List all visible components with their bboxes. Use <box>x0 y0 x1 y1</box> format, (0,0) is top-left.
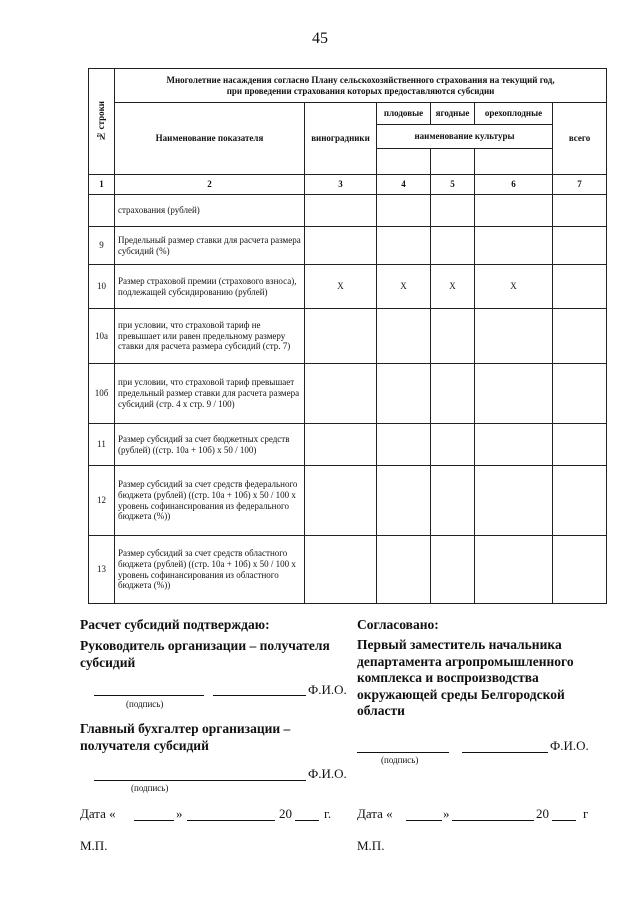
indicator-name: при условии, что страховой тариф не превышает или равен предельному размеру ставки для расчета размера субсидий (стр. 7) <box>115 309 305 364</box>
total-header: всего <box>553 103 607 175</box>
value-cell[interactable] <box>431 364 475 424</box>
column-numbers-row <box>89 175 607 195</box>
table-row <box>89 195 607 227</box>
column-number: 7 <box>553 175 607 195</box>
indicator-name: Размер страховой премии (страхового взноса), подлежащей субсидированию (рублей) <box>115 265 305 309</box>
value-cell[interactable] <box>305 536 377 604</box>
row-number: 13 <box>89 536 115 604</box>
row-number: 9 <box>89 227 115 265</box>
head-title: Руководитель организации – получателя субсидий <box>80 638 330 670</box>
table-row <box>89 227 607 265</box>
row-number: 11 <box>89 424 115 466</box>
left-year-line[interactable] <box>295 820 319 821</box>
left-date-label: Дата « <box>80 806 116 821</box>
head-signature-caption: (подпись) <box>126 699 164 709</box>
value-cell[interactable] <box>475 466 553 536</box>
indicator-name: Размер субсидий за счет средств областного бюджета (рублей) ((стр. 10а + 10б) х 50 / 100 х уровень софинансирования из областного бюджета (%)) <box>115 536 305 604</box>
official-fio-line[interactable] <box>462 752 548 753</box>
head-signature-line[interactable] <box>94 695 204 696</box>
indicator-name: Размер субсидий за счет средств федерального бюджета (рублей) ((стр. 10а + 10б) х 50 / 100 х уровень софинансирования из федерального бюджета (%)) <box>115 466 305 536</box>
left-year-prefix: 20 <box>279 806 292 821</box>
value-cell[interactable] <box>553 227 607 265</box>
left-month-line[interactable] <box>187 820 275 821</box>
indicator-name-header: Наименование показателя <box>115 103 305 175</box>
berry-header: ягодные <box>431 103 475 125</box>
column-number: 3 <box>305 175 377 195</box>
left-day-line[interactable] <box>134 820 174 821</box>
value-cell[interactable] <box>475 309 553 364</box>
table-row <box>89 424 607 466</box>
value-cell[interactable] <box>553 364 607 424</box>
value-cell[interactable] <box>475 424 553 466</box>
value-cell[interactable] <box>305 309 377 364</box>
agreed-title: Согласовано: <box>357 617 439 632</box>
table-row <box>89 309 607 364</box>
left-stamp: М.П. <box>80 838 108 853</box>
value-cell[interactable] <box>475 364 553 424</box>
value-cell[interactable] <box>377 227 431 265</box>
accountant-signature-caption: (подпись) <box>131 783 169 793</box>
official-fio-label: Ф.И.О. <box>550 738 589 753</box>
value-cell[interactable] <box>377 466 431 536</box>
culture-name-cell <box>431 149 475 175</box>
head-fio-label: Ф.И.О. <box>308 682 347 697</box>
nut-header: орехоплодные <box>475 103 553 125</box>
table-row <box>89 466 607 536</box>
value-cell[interactable] <box>431 227 475 265</box>
confirm-title: Расчет субсидий подтверждаю: <box>80 617 270 632</box>
indicator-name: при условии, что страховой тариф превышает предельный размер ставки для расчета размера субсидий (стр. 4 х стр. 9 / 100) <box>115 364 305 424</box>
left-date-close: » <box>176 806 183 821</box>
main-header: Многолетние насаждения согласно Плану сельскохозяйственного страхования на текущий год, при проведении страхования которых предоставляются субсидии <box>115 69 607 103</box>
culture-name-cell <box>377 149 431 175</box>
right-year-prefix: 20 <box>536 806 549 821</box>
value-cell[interactable] <box>431 466 475 536</box>
culture-name-header: наименование культуры <box>377 125 553 149</box>
value-cell[interactable] <box>431 195 475 227</box>
head-fio-line[interactable] <box>213 695 306 696</box>
right-stamp: М.П. <box>357 838 385 853</box>
value-cell[interactable] <box>475 227 553 265</box>
row-number: 12 <box>89 466 115 536</box>
accountant-fio-label: Ф.И.О. <box>308 766 347 781</box>
fruit-header: плодовые <box>377 103 431 125</box>
value-cell[interactable] <box>475 536 553 604</box>
value-cell[interactable] <box>377 424 431 466</box>
value-cell[interactable]: Х <box>475 265 553 309</box>
official-signature-line[interactable] <box>357 752 449 753</box>
right-date-label: Дата « <box>357 806 393 821</box>
value-cell[interactable] <box>431 536 475 604</box>
accountant-title: Главный бухгалтер организации – получателя субсидий <box>80 721 291 753</box>
table-row <box>89 364 607 424</box>
value-cell[interactable] <box>305 195 377 227</box>
column-number: 1 <box>89 175 115 195</box>
value-cell[interactable] <box>305 227 377 265</box>
value-cell[interactable] <box>377 309 431 364</box>
column-number: 4 <box>377 175 431 195</box>
row-number: 10а <box>89 309 115 364</box>
value-cell[interactable] <box>553 265 607 309</box>
value-cell[interactable] <box>553 424 607 466</box>
column-number: 5 <box>431 175 475 195</box>
official-signature-caption: (подпись) <box>381 755 419 765</box>
value-cell[interactable] <box>305 424 377 466</box>
value-cell[interactable] <box>553 195 607 227</box>
right-month-line[interactable] <box>452 820 534 821</box>
column-number: 6 <box>475 175 553 195</box>
official-title: Первый заместитель начальника департамента агропромышленного комплекса и воспроизводства окружающей среды Белгородской области <box>357 637 574 718</box>
value-cell[interactable] <box>475 195 553 227</box>
indicator-name: Размер субсидий за счет бюджетных средств (рублей) ((стр. 10а + 10б) х 50 / 100) <box>115 424 305 466</box>
subsidy-calculation-table <box>88 68 607 604</box>
row-number: 10 <box>89 265 115 309</box>
value-cell[interactable] <box>377 195 431 227</box>
column-number: 2 <box>115 175 305 195</box>
value-cell[interactable] <box>553 309 607 364</box>
page-number: 45 <box>312 30 328 47</box>
row-number: 10б <box>89 364 115 424</box>
value-cell[interactable]: Х <box>377 265 431 309</box>
indicator-name: Предельный размер ставки для расчета размера субсидий (%) <box>115 227 305 265</box>
table-row <box>89 265 607 309</box>
row-number <box>89 195 115 227</box>
accountant-signature-line[interactable] <box>94 780 306 781</box>
value-cell[interactable] <box>305 364 377 424</box>
value-cell[interactable]: Х <box>431 265 475 309</box>
right-year-line[interactable] <box>552 820 576 821</box>
value-cell[interactable] <box>377 536 431 604</box>
right-year-suffix: г <box>583 806 589 821</box>
right-day-line[interactable] <box>406 820 442 821</box>
left-year-suffix: г. <box>324 806 332 821</box>
indicator-name: страхования (рублей) <box>115 195 305 227</box>
value-cell[interactable] <box>553 466 607 536</box>
value-cell[interactable] <box>553 536 607 604</box>
value-cell[interactable]: Х <box>305 265 377 309</box>
value-cell[interactable] <box>377 364 431 424</box>
value-cell[interactable] <box>431 309 475 364</box>
right-date-close: » <box>443 806 450 821</box>
table-row <box>89 536 607 604</box>
vineyards-header: виноградники <box>305 103 377 175</box>
value-cell[interactable] <box>305 466 377 536</box>
value-cell[interactable] <box>431 424 475 466</box>
culture-name-cell <box>475 149 553 175</box>
row-number-header: № строки <box>89 69 115 175</box>
